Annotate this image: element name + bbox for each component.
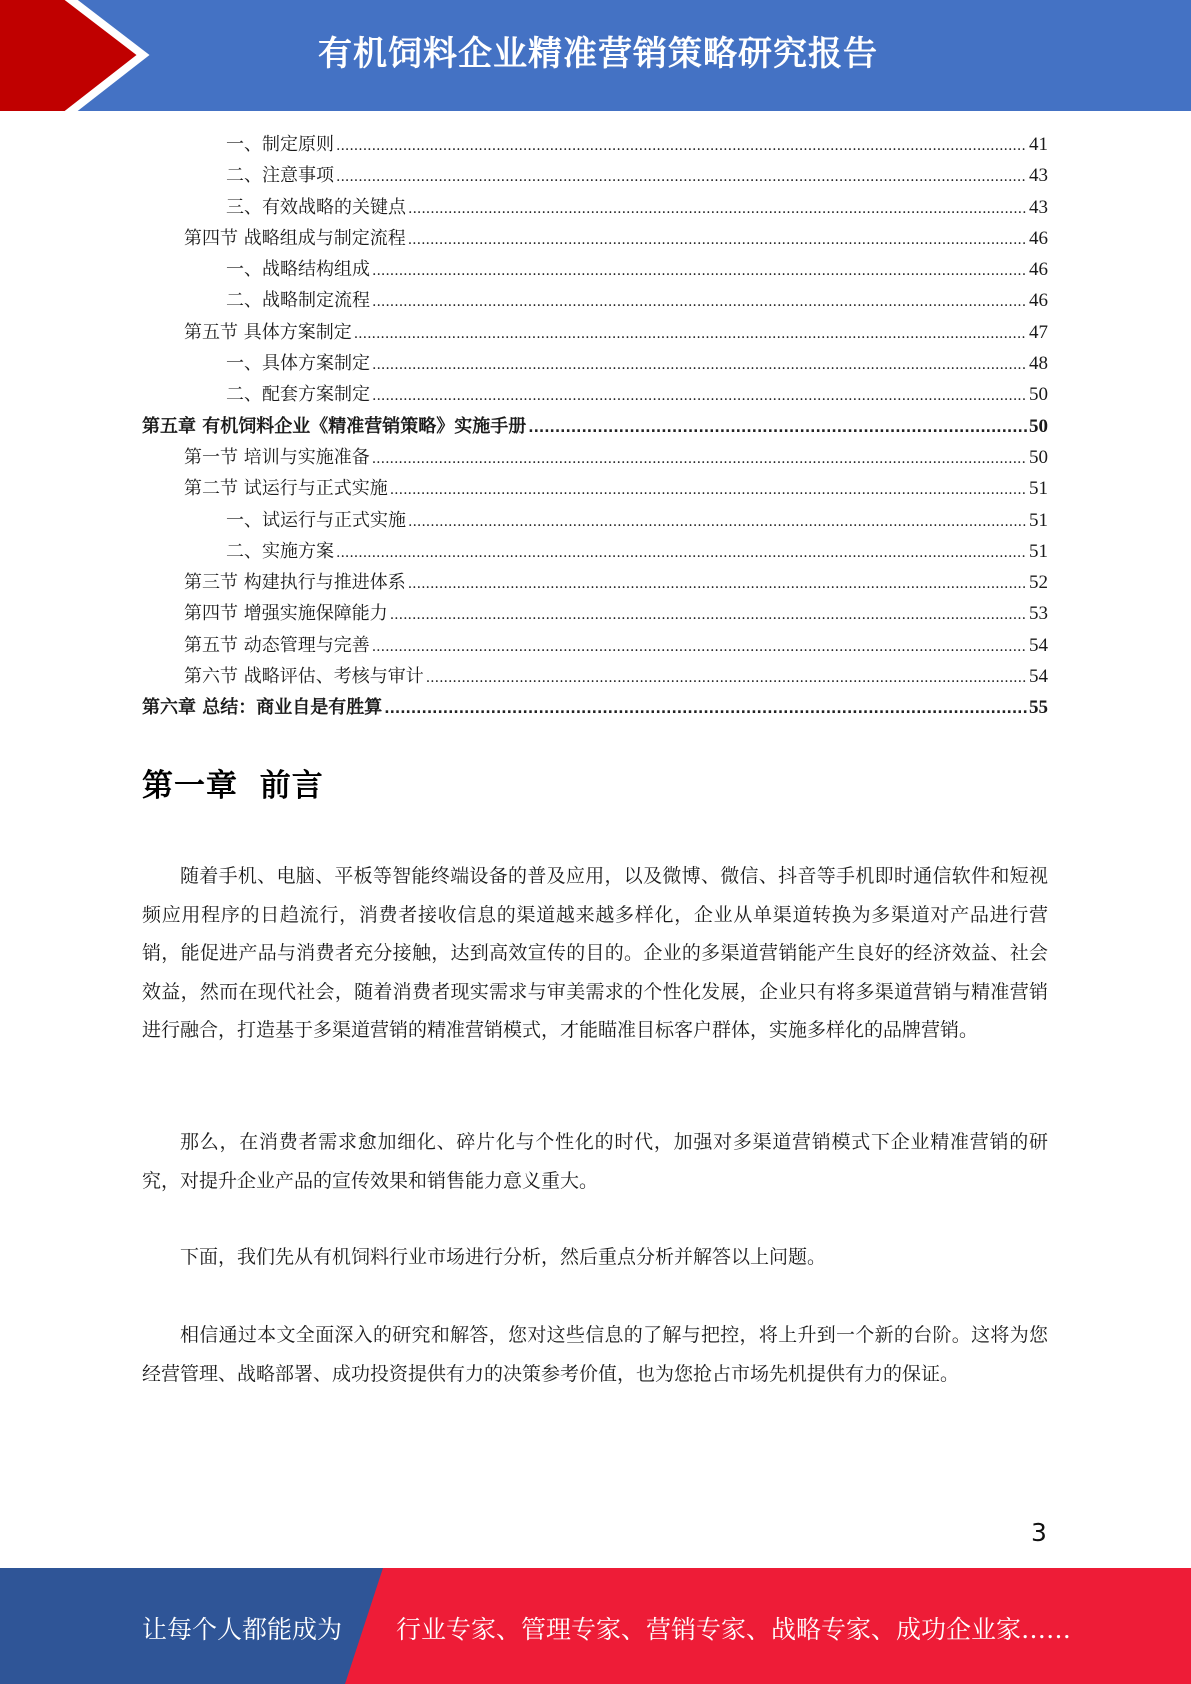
toc-entry-page: 51 [1029, 478, 1048, 500]
toc-entry-label: 二、注意事项 [226, 165, 334, 187]
toc-entry[interactable] [142, 160, 1048, 191]
toc-entry-label: 第六章 总结：商业自是有胜算 [142, 697, 383, 719]
footer-slogan-right: 行业专家、管理专家、营销专家、战略专家、成功企业家…… [396, 1615, 1072, 1644]
toc-dot-leader [372, 442, 1027, 475]
body-paragraph-3 [142, 1238, 1048, 1277]
toc-entry-page: 48 [1029, 353, 1048, 375]
toc-entry-page: 54 [1029, 634, 1048, 656]
toc-entry-page: 43 [1029, 165, 1048, 187]
toc-dot-leader [408, 192, 1027, 225]
toc-entry-page: 52 [1029, 572, 1048, 594]
toc-dot-leader [390, 473, 1027, 506]
toc-entry-label: 二、战略制定流程 [226, 290, 370, 312]
toc-dot-leader [384, 692, 1027, 725]
report-title: 有机饲料企业精准营销策略研究报告 [318, 34, 878, 74]
toc-dot-leader [408, 567, 1027, 600]
toc-entry-label: 第四节 战略组成与制定流程 [184, 227, 406, 249]
toc-entry[interactable] [142, 379, 1048, 410]
toc-entry-label: 二、实施方案 [226, 540, 334, 562]
toc-dot-leader [408, 505, 1027, 538]
toc-entry-page: 51 [1029, 540, 1048, 562]
toc-entry[interactable] [142, 598, 1048, 629]
page-number: 3 [1031, 1518, 1047, 1547]
toc-entry-label: 一、试运行与正式实施 [226, 509, 406, 531]
paragraph-text: 下面，我们先从有机饲料行业市场进行分析，然后重点分析并解答以上问题。 [180, 1246, 827, 1268]
toc-entry[interactable] [142, 692, 1048, 723]
toc-entry[interactable] [142, 505, 1048, 536]
toc-entry[interactable] [142, 285, 1048, 316]
body-paragraph-4 [142, 1316, 1048, 1393]
toc-dot-leader [372, 348, 1027, 381]
toc-dot-leader [354, 317, 1027, 350]
toc-entry-label: 第四节 增强实施保障能力 [184, 603, 388, 625]
toc-entry[interactable] [142, 473, 1048, 504]
toc-entry[interactable] [142, 192, 1048, 223]
toc-entry-page: 50 [1029, 384, 1048, 406]
toc-entry-label: 一、制定原则 [226, 134, 334, 155]
page-footer [0, 1568, 1191, 1684]
toc-entry-label: 第五章 有机饲料企业《精准营销策略》实施手册 [142, 415, 527, 437]
toc-entry-page: 47 [1029, 321, 1048, 343]
toc-entry-page: 46 [1029, 259, 1048, 281]
toc-entry-page: 50 [1029, 415, 1048, 437]
toc-dot-leader [426, 661, 1027, 694]
footer-slogan-left: 让每个人都能成为 [142, 1615, 343, 1644]
chapter-title: 第一章 前言 [142, 768, 324, 804]
toc-entry-page: 41 [1029, 134, 1048, 155]
toc-entry[interactable] [142, 661, 1048, 692]
toc-dot-leader [336, 160, 1027, 193]
toc-entry-label: 第五节 具体方案制定 [184, 321, 352, 343]
toc-entry-page: 55 [1029, 697, 1048, 719]
toc-entry-label: 第三节 构建执行与推进体系 [184, 572, 406, 594]
toc-entry-label: 第一节 培训与实施准备 [184, 446, 370, 468]
toc-dot-leader [336, 129, 1027, 162]
toc-entry[interactable] [142, 317, 1048, 348]
page-header [0, 0, 1191, 111]
toc-dot-leader [372, 630, 1027, 663]
body-paragraph-2 [142, 1123, 1048, 1200]
toc-entry-label: 第六节 战略评估、考核与审计 [184, 666, 424, 688]
toc-entry-label: 二、配套方案制定 [226, 384, 370, 406]
toc-entry-label: 三、有效战略的关键点 [226, 196, 406, 218]
paragraph-text: 那么，在消费者需求愈加细化、碎片化与个性化的时代，加强对多渠道营销模式下企业精准营销的研究，对提升企业产品的宣传效果和销售能力意义重大。 [142, 1131, 1048, 1192]
table-of-contents [142, 129, 1048, 724]
toc-dot-leader [336, 536, 1027, 569]
toc-dot-leader [528, 411, 1027, 444]
toc-entry-page: 54 [1029, 666, 1048, 688]
red-arrow-shape [0, 0, 138, 111]
toc-entry-label: 一、战略结构组成 [226, 259, 370, 281]
toc-entry[interactable] [142, 442, 1048, 473]
toc-entry[interactable] [142, 630, 1048, 661]
toc-entry[interactable] [142, 254, 1048, 285]
toc-entry[interactable] [142, 223, 1048, 254]
body-paragraph-1 [142, 857, 1048, 1050]
toc-entry-page: 51 [1029, 509, 1048, 531]
toc-dot-leader [390, 598, 1027, 631]
toc-entry-page: 50 [1029, 446, 1048, 468]
toc-dot-leader [372, 285, 1027, 318]
toc-dot-leader [372, 254, 1027, 287]
toc-entry-page: 46 [1029, 290, 1048, 312]
paragraph-text: 随着手机、电脑、平板等智能终端设备的普及应用，以及微博、微信、抖音等手机即时通信软件和短视频应用程序的日趋流行，消费者接收信息的渠道越来越多样化，企业从单渠道转换为多渠道对产品进行营销，能促进产品与消费者充分接触，达到高效宣传的目的。企业的多渠道营销能产生良好的经济效益、社会效益，然而在现代社会，随着消费者现实需求与审美需求的个性化发展，企业只有将多渠道营销与精准营销进行融合，打造基于多渠道营销的精准营销模式，才能瞄准目标客户群体，实施多样化的品牌营销。 [142, 865, 1048, 1041]
toc-entry[interactable] [142, 129, 1048, 160]
toc-entry-label: 一、具体方案制定 [226, 353, 370, 375]
toc-entry[interactable] [142, 567, 1048, 598]
toc-entry-label: 第二节 试运行与正式实施 [184, 478, 388, 500]
toc-dot-leader [372, 379, 1027, 412]
toc-entry[interactable] [142, 536, 1048, 567]
toc-entry-page: 46 [1029, 227, 1048, 249]
toc-entry[interactable] [142, 348, 1048, 379]
header-arrow-decoration [0, 0, 220, 111]
toc-entry-label: 第五节 动态管理与完善 [184, 634, 370, 656]
toc-entry[interactable] [142, 411, 1048, 442]
toc-entry-page: 53 [1029, 603, 1048, 625]
paragraph-text: 相信通过本文全面深入的研究和解答，您对这些信息的了解与把控，将上升到一个新的台阶。这将为您经营管理、战略部署、成功投资提供有力的决策参考价值，也为您抢占市场先机提供有力的保证。 [142, 1324, 1048, 1385]
toc-entry-page: 43 [1029, 196, 1048, 218]
toc-dot-leader [408, 223, 1027, 256]
